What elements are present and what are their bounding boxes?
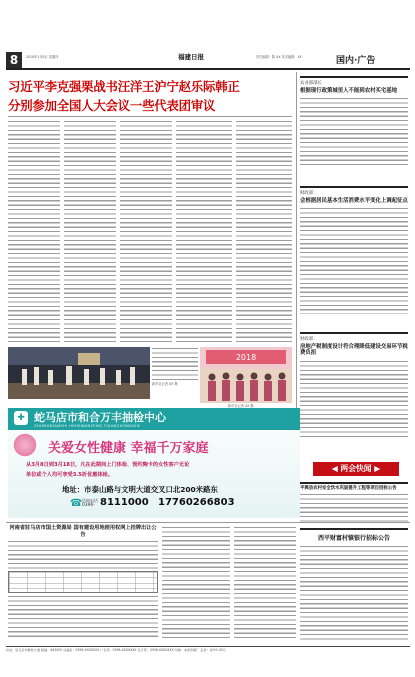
editor-line: 责任编辑：陈 XX 美术编辑：XX [256,55,302,59]
sidebar-box-3 [300,332,408,450]
ad-logo-icon: ✚ [14,411,28,425]
ad-store-name: 蛇马店市和合万丰抽检中心 [34,411,166,424]
box2-title: 会根据居民基本生活消费水平变化上调起征点 [300,198,408,204]
ad-offer-line1: 从3月8日到3月18日，凡在此期间上门体检、预约陶卡的女性客户无论 [26,462,190,468]
arrow-left-icon: ◀ [331,464,341,473]
headline-rule [8,116,292,117]
phone-icon: ☎ [70,498,83,509]
notice3-title: 西平财富村镇银行招标公告 [317,535,390,542]
box2-kicker: 财政部： [300,191,318,196]
notice2-title: 平舆县农村安全饮水巩固提升工程等项目招标公告 [300,486,397,491]
ad-flower-icon [12,432,38,458]
ad-phone1: 8111000 [100,497,149,508]
ad-area-code: 0396- [82,503,95,508]
date-line: 2018年3月8日 星期四 [26,55,59,59]
sidebar-box-2 [300,186,408,326]
ad-address: 地址：市泰山路与文明大道交叉口北200米路东 [62,485,218,494]
ad-hotline-label: 咨询电话 [82,498,98,503]
arrow-right-icon: ▶ [371,464,381,473]
notice-column-2 [162,527,230,641]
box1-text [300,98,408,168]
paper-name: 福建日报 [178,53,204,61]
photo-left-caption-text [152,348,198,380]
notice-box-1 [8,525,158,643]
body-column-5 [236,121,292,343]
notice-box-3 [300,528,408,642]
notice-box-2 [300,482,408,526]
page-number: 8 [6,52,22,68]
stage-performance-image [8,347,150,399]
footer-info: 社址：驻马店市解放大道 邮编：463000 总编室：0396-XXXXXXX 广告部：0396-XXXXXXX 发行部：0396-XXXXXXX 印刷：本报印刷厂 定价：每份1.00元 [6,646,410,654]
notice-column-3 [234,527,296,641]
svg-text:2018: 2018 [235,353,257,362]
notice3-text [300,546,408,642]
body-column-1 [8,121,60,343]
body-column-2 [64,121,116,343]
photo-right [200,347,292,403]
notice1-text [8,541,158,569]
box3-text [300,361,408,439]
box3-title: 房地产税制度设计符合理降低建设交易环节税费负担 [300,344,408,357]
masthead-rule [6,68,410,70]
body-column-3 [120,121,172,343]
box2-text [300,208,408,314]
ad-offer-line2: 单位或个人均可享受3.5折优惠体检。 [26,472,114,478]
notice1-table [8,571,158,593]
ad-store-en: ZHUMADIANSHI HEHEWANFENG TIJIANZHONGXIN [34,423,140,428]
ad-slogan: 关爱女性健康 幸福千万家庭 [48,441,209,456]
photo-right-caption: 新华社记者 XX 摄 [228,404,254,408]
box3-kicker: 财政部： [300,337,318,342]
ad-phone2: 17760266803 [158,497,235,508]
box1-title: 根据现行政策城里人不能到农村买宅基地 [300,88,398,94]
lead-headline-line2: 分别参加全国人大会议一些代表团审议 [8,98,216,113]
photo-left [8,347,150,399]
notice2-text [300,494,408,522]
lead-headline-line1: 习近平李克强栗战书汪洋王沪宁赵乐际韩正 [8,79,240,94]
sidebar-box-1 [300,76,408,178]
photo-left-caption: 新华社记者 XX 摄 [152,382,178,386]
notices-rule [6,522,410,523]
box1-kicker: 农业部部长 [300,81,322,86]
section-title: 国内·广告 [336,56,376,66]
news-flash-button[interactable] [313,462,399,476]
notice1-text-2 [8,596,158,640]
notice1-title: 河南省驻马店市国土资源局 国有建设用地使用权网上挂牌出让公告 [9,525,157,538]
body-column-4 [176,121,232,343]
delegates-group-image [200,347,292,403]
news-flash-label: 两会快闻 [340,464,372,473]
